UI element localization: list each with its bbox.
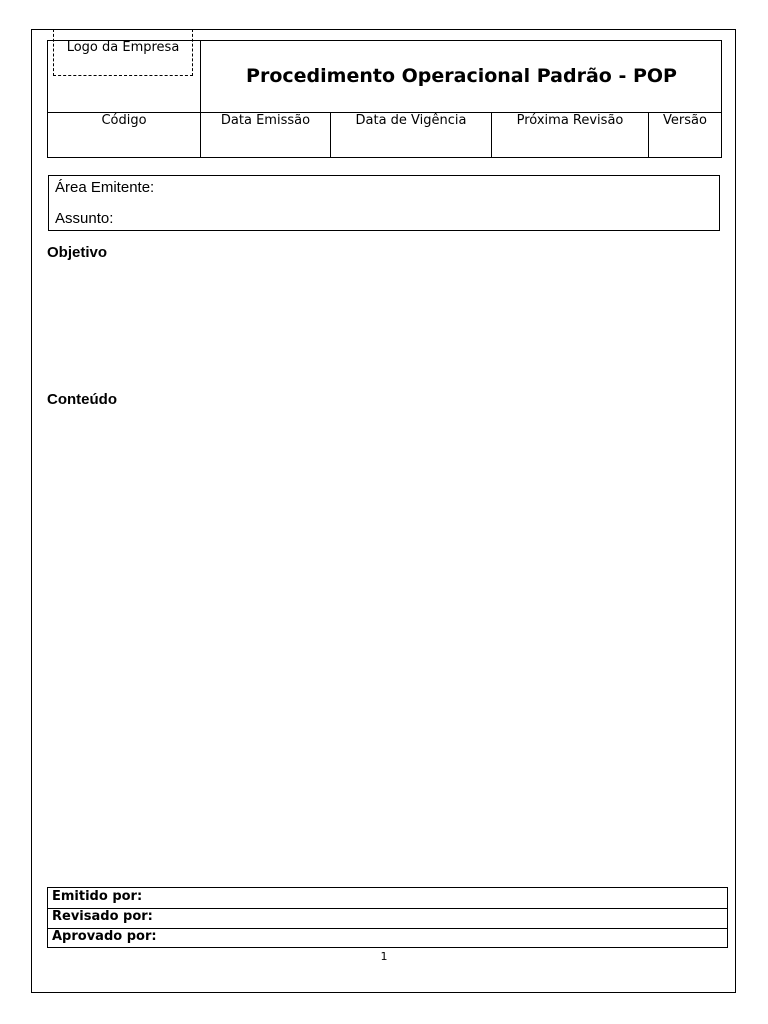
page-frame	[31, 29, 736, 993]
aprovado-por-label: Aprovado por:	[52, 929, 157, 944]
objetivo-heading: Objetivo	[47, 244, 108, 261]
emitido-por-label: Emitido por:	[52, 889, 143, 904]
assunto-label: Assunto:	[55, 210, 114, 227]
logo-placeholder: Logo da Empresa	[53, 29, 193, 76]
area-emitente-label: Área Emitente:	[55, 179, 155, 196]
column-data-emissao: Data Emissão	[220, 113, 311, 128]
area-box	[48, 175, 720, 231]
revisado-por-label: Revisado por:	[52, 909, 153, 924]
conteudo-heading: Conteúdo	[47, 391, 117, 408]
column-codigo: Código	[101, 113, 147, 128]
signoff-table	[47, 887, 728, 948]
document-title: Procedimento Operacional Padrão - POP	[246, 65, 677, 87]
column-versao: Versão	[663, 113, 707, 128]
column-data-vigencia: Data de Vigência	[355, 113, 467, 128]
page-number: 1	[380, 950, 388, 963]
column-proxima-revisao: Próxima Revisão	[516, 113, 624, 128]
